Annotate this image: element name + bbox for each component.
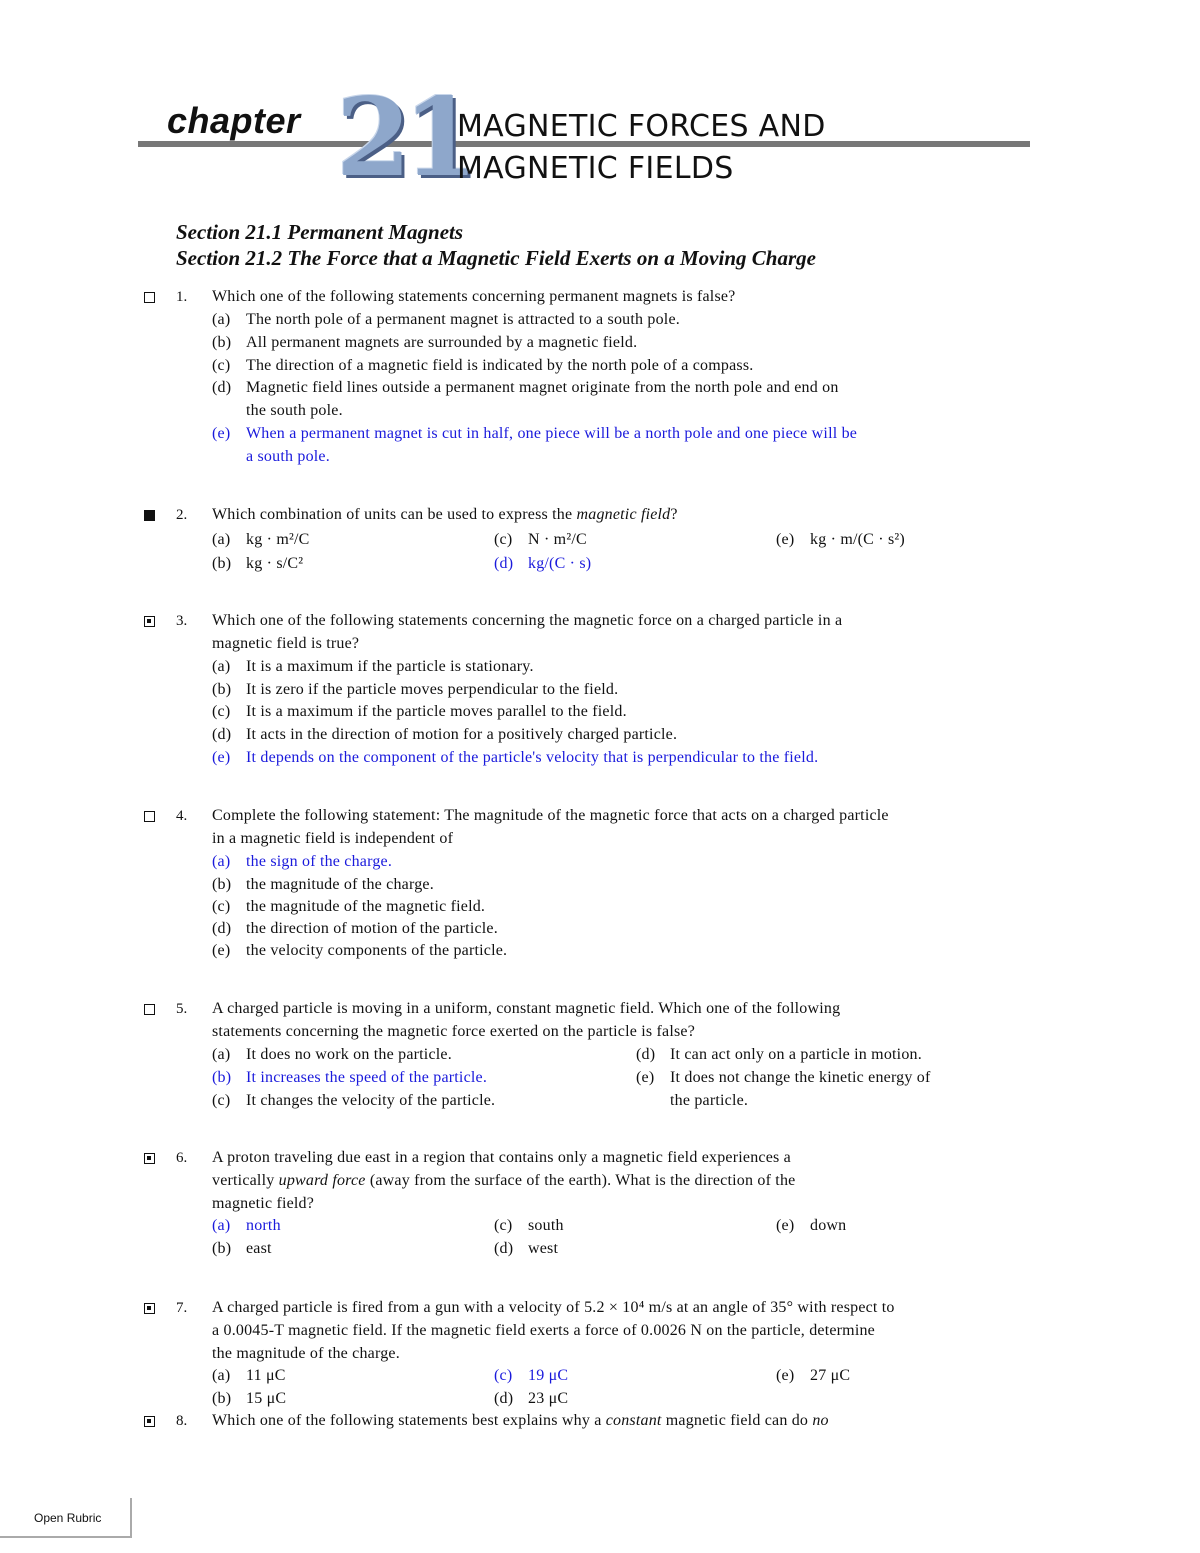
question-8-checkbox[interactable] — [144, 1416, 155, 1427]
chapter-label: chapter — [167, 100, 301, 141]
question-5-text-cont: statements concerning the magnetic force exerted on the particle is false? — [212, 1023, 696, 1040]
option-e-answer: (e) When a permanent magnet is cut in half, one piece will be a north pole and one piece will be — [212, 425, 858, 442]
option-e-answer: (e) It depends on the component of the particle's velocity that is perpendicular to the field. — [212, 749, 819, 766]
chapter-number: 21 — [336, 75, 471, 201]
question-1-checkbox[interactable] — [144, 292, 155, 303]
chapter-title — [457, 106, 826, 190]
chapter-title-line1: MAGNETIC FORCES AND — [457, 109, 826, 144]
option-b: (b) kg · s/C² — [212, 555, 304, 572]
option-c: (c) south — [494, 1217, 564, 1234]
question-1-text: Which one of the following statements concerning permanent magnets is false? — [212, 288, 736, 305]
option-d: (d) Magnetic field lines outside a permanent magnet originate from the north pole and end on — [212, 379, 839, 396]
question-3-checkbox[interactable] — [144, 616, 155, 627]
option-d: (d) It acts in the direction of motion for a positively charged particle. — [212, 726, 678, 743]
option-c: (c) The direction of a magnetic field is indicated by the north pole of a compass. — [212, 357, 754, 374]
option-e-cont: the particle. — [670, 1092, 749, 1109]
option-d: (d) west — [494, 1240, 559, 1257]
question-6-text: A proton traveling due east in a region that contains only a magnetic field experiences a — [212, 1149, 791, 1166]
question-7-checkbox[interactable] — [144, 1303, 155, 1314]
option-c-answer: (c) 19 μC — [494, 1367, 569, 1384]
option-a: (a) It is a maximum if the particle is stationary. — [212, 658, 534, 675]
question-3-text: Which one of the following statements concerning the magnetic force on a charged particle in a — [212, 612, 843, 629]
option-b: (b) It is zero if the particle moves perpendicular to the field. — [212, 681, 619, 698]
option-e: (e) kg · m/(C · s²) — [776, 531, 905, 548]
question-2-text: Which combination of units can be used to express the magnetic field? — [212, 506, 678, 523]
section-heading-21-1: Section 21.1 Permanent Magnets — [176, 220, 464, 244]
question-7-text-cont: a 0.0045-T magnetic field. If the magnetic field exerts a force of 0.0026 N on the particle, determine — [212, 1322, 875, 1339]
option-e-cont: a south pole. — [246, 448, 330, 465]
option-a: (a) The north pole of a permanent magnet is attracted to a south pole. — [212, 311, 680, 328]
option-e: (e) It does not change the kinetic energy of — [636, 1069, 931, 1086]
option-d-answer: (d) kg/(C · s) — [494, 555, 592, 572]
question-8-text: Which one of the following statements best explains why a constant magnetic field can do no — [212, 1412, 829, 1429]
question-6-text-cont: vertically upward force (away from the surface of the earth). What is the direction of the — [212, 1172, 796, 1189]
section-heading-21-2: Section 21.2 The Force that a Magnetic Field Exerts on a Moving Charge — [176, 246, 816, 270]
question-5-checkbox[interactable] — [144, 1004, 155, 1015]
option-a-answer: (a) north — [212, 1217, 281, 1234]
option-b: (b) All permanent magnets are surrounded by a magnetic field. — [212, 334, 638, 351]
question-7-text: A charged particle is fired from a gun with a velocity of 5.2 × 10⁴ m/s at an angle of 35° with respect to — [212, 1299, 895, 1316]
option-d-cont: the south pole. — [246, 402, 343, 419]
question-number: 5. — [176, 1001, 188, 1017]
question-2-checkbox[interactable] — [144, 510, 155, 521]
question-4-checkbox[interactable] — [144, 811, 155, 822]
question-4-text: Complete the following statement: The magnitude of the magnetic force that acts on a charged particle — [212, 807, 889, 824]
question-number: 1. — [176, 289, 188, 305]
question-number: 3. — [176, 613, 188, 629]
option-d: (d) the direction of motion of the particle. — [212, 920, 498, 937]
option-d: (d) It can act only on a particle in motion. — [636, 1046, 922, 1063]
option-c: (c) N · m²/C — [494, 531, 587, 548]
option-c: (c) the magnitude of the magnetic field. — [212, 898, 486, 915]
chapter-title-line2: MAGNETIC FIELDS — [457, 151, 734, 186]
option-d: (d) 23 μC — [494, 1390, 569, 1407]
question-6-text-cont2: magnetic field? — [212, 1195, 315, 1212]
option-a: (a) kg · m²/C — [212, 531, 310, 548]
option-a: (a) It does no work on the particle. — [212, 1046, 452, 1063]
option-c: (c) It is a maximum if the particle moves parallel to the field. — [212, 703, 627, 720]
option-e: (e) down — [776, 1217, 847, 1234]
option-c: (c) It changes the velocity of the particle. — [212, 1092, 496, 1109]
question-number: 4. — [176, 808, 188, 824]
question-number: 7. — [176, 1300, 188, 1316]
question-4-text-cont: in a magnetic field is independent of — [212, 830, 454, 847]
question-5-text: A charged particle is moving in a uniform, constant magnetic field. Which one of the following — [212, 1000, 841, 1017]
option-b-answer: (b) It increases the speed of the particle. — [212, 1069, 488, 1086]
option-b: (b) the magnitude of the charge. — [212, 876, 434, 893]
option-a-answer: (a) the sign of the charge. — [212, 853, 393, 870]
question-number: 2. — [176, 507, 188, 523]
option-e: (e) the velocity components of the particle. — [212, 942, 508, 959]
question-7-text-cont2: the magnitude of the charge. — [212, 1345, 400, 1362]
option-a: (a) 11 μC — [212, 1367, 286, 1384]
question-number: 6. — [176, 1150, 188, 1166]
question-3-text-cont: magnetic field is true? — [212, 635, 360, 652]
question-number: 8. — [176, 1413, 188, 1429]
open-rubric-button[interactable] — [0, 1498, 132, 1538]
option-b: (b) east — [212, 1240, 272, 1257]
open-rubric-label: Open Rubric — [34, 1511, 102, 1525]
option-b: (b) 15 μC — [212, 1390, 287, 1407]
question-6-checkbox[interactable] — [144, 1153, 155, 1164]
option-e: (e) 27 μC — [776, 1367, 851, 1384]
